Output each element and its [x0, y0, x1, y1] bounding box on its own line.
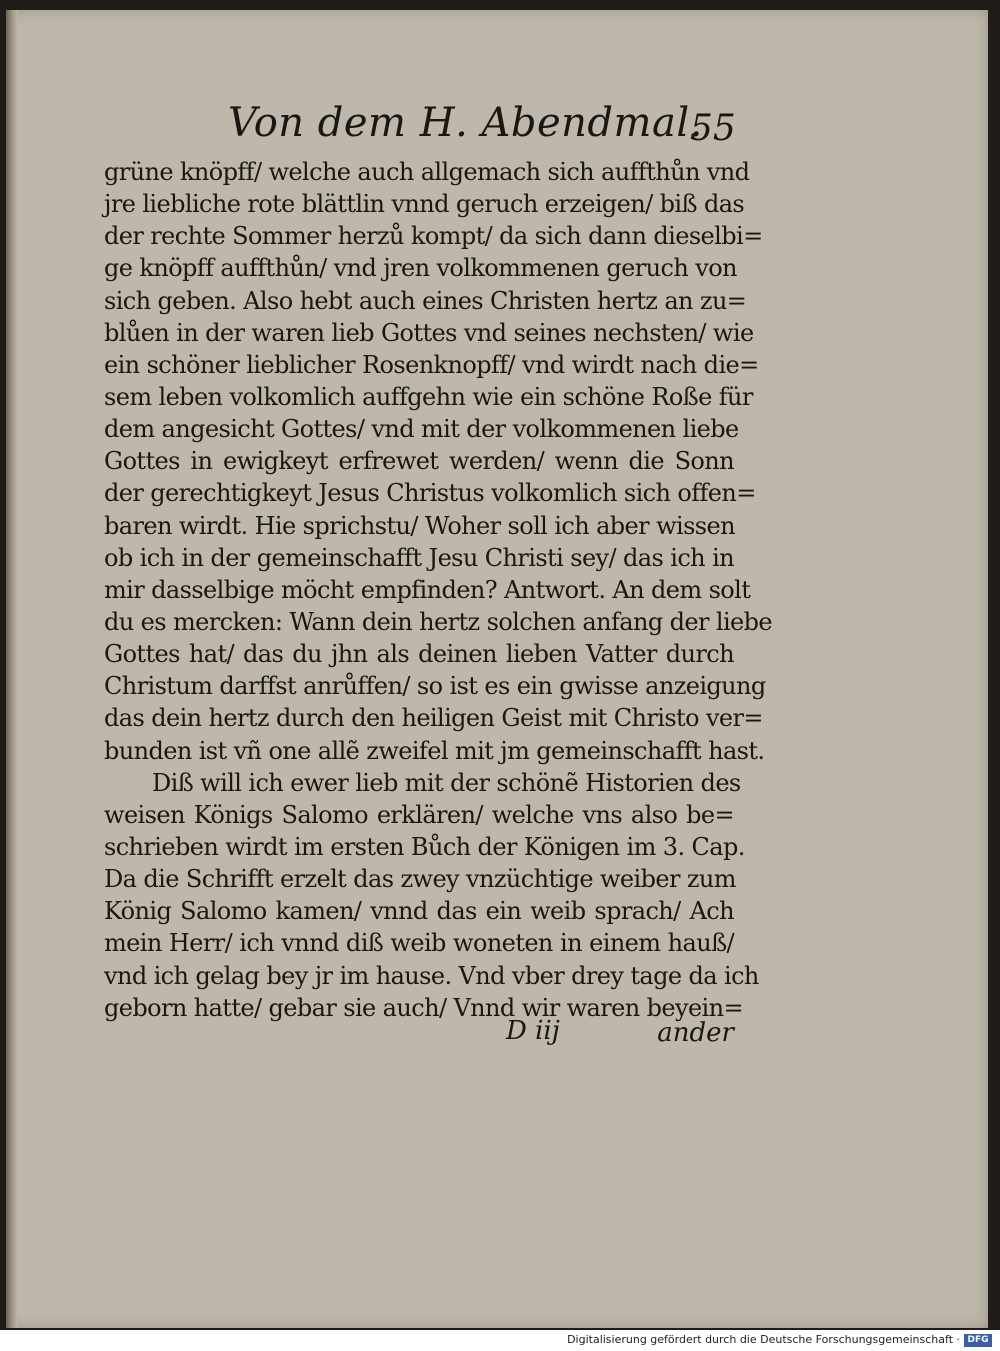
- text-line: Gottes hat/ das du jhn als deinen lieben Vatter durch: [104, 640, 734, 669]
- signature-line: [104, 1016, 734, 1050]
- text-line: sem leben volkomlich auffgehn wie ein schöne Roße für: [104, 382, 753, 411]
- text-line: sich geben. Also hebt auch eines Christen hertz an zu=: [104, 286, 747, 315]
- text-line: baren wirdt. Hie sprichstu/ Woher soll ich aber wissen: [104, 511, 735, 540]
- text-line: mir dasselbige möcht empfinden? Antwort. An dem solt: [104, 575, 751, 604]
- text-line: mein Herr/ ich vnnd diß weib woneten in einem hauß/: [104, 929, 734, 958]
- dfg-logo: DFG: [964, 1334, 992, 1347]
- text-line: ob ich in der gemeinschafft Jesu Christi sey/ das ich in: [104, 543, 734, 572]
- text-line: der gerechtigkeyt Jesus Christus volkomlich sich offen=: [104, 479, 756, 508]
- text-line: schrieben wirdt im ersten Bůch der Königen im 3. Cap.: [104, 832, 745, 861]
- text-line: Diß will ich ewer lieb mit der schönẽ Historien des: [152, 768, 741, 797]
- text-line: Christum darffst anrůffen/ so ist es ein gwisse anzeigung: [104, 672, 766, 701]
- text-line: blůen in der waren lieb Gottes vnd seines nechsten/ wie: [104, 318, 754, 347]
- text-line: König Salomo kamen/ vnnd das ein weib sprach/ Ach: [104, 897, 734, 926]
- text-line: das dein hertz durch den heiligen Geist mit Christo ver=: [104, 704, 763, 733]
- text-line: ein schöner lieblicher Rosenknopff/ vnd wirdt nach die=: [104, 350, 759, 379]
- text-line: jre liebliche rote blättlin vnnd geruch erzeigen/ biß das: [104, 190, 745, 219]
- text-line: geborn hatte/ gebar sie auch/ Vnnd wir waren beyein=: [104, 993, 743, 1022]
- running-head: Von dem H. Abendmal.: [228, 100, 703, 146]
- footer-bar: [0, 1330, 1000, 1351]
- text-line: du es mercken: Wann dein hertz solchen anfang der liebe: [104, 607, 773, 636]
- text-line: vnd ich gelag bey jr im hause. Vnd vber drey tage da ich: [104, 961, 759, 990]
- text-line: weisen Königs Salomo erklären/ welche vns also be=: [104, 800, 734, 829]
- text-line: der rechte Sommer herzů kompt/ da sich dann dieselbi=: [104, 222, 763, 251]
- text-block: [104, 156, 773, 1024]
- text-line: ge knöpff auffthůn/ vnd jren volkommenen geruch von: [104, 254, 737, 283]
- text-line: dem angesicht Gottes/ vnd mit der volkommenen liebe: [104, 415, 739, 444]
- funding-credit: Digitalisierung gefördert durch die Deutsche Forschungsgemeinschaft ·: [567, 1333, 960, 1346]
- page-number: 55: [690, 108, 736, 149]
- text-line: grüne knöpff/ welche auch allgemach sich auffthůn vnd: [104, 158, 750, 186]
- signature-mark: D iij: [506, 1016, 560, 1046]
- text-line: bunden ist vñ one allẽ zweifel mit jm gemeinschafft hast.: [104, 736, 765, 765]
- text-line: Da die Schrifft erzelt das zwey vnzüchtige weiber zum: [104, 865, 736, 894]
- page-gutter-edge: [6, 10, 18, 1328]
- catchword: ander: [657, 1018, 734, 1048]
- text-line: Gottes in ewigkeyt erfrewet werden/ wenn die Sonn: [104, 447, 734, 476]
